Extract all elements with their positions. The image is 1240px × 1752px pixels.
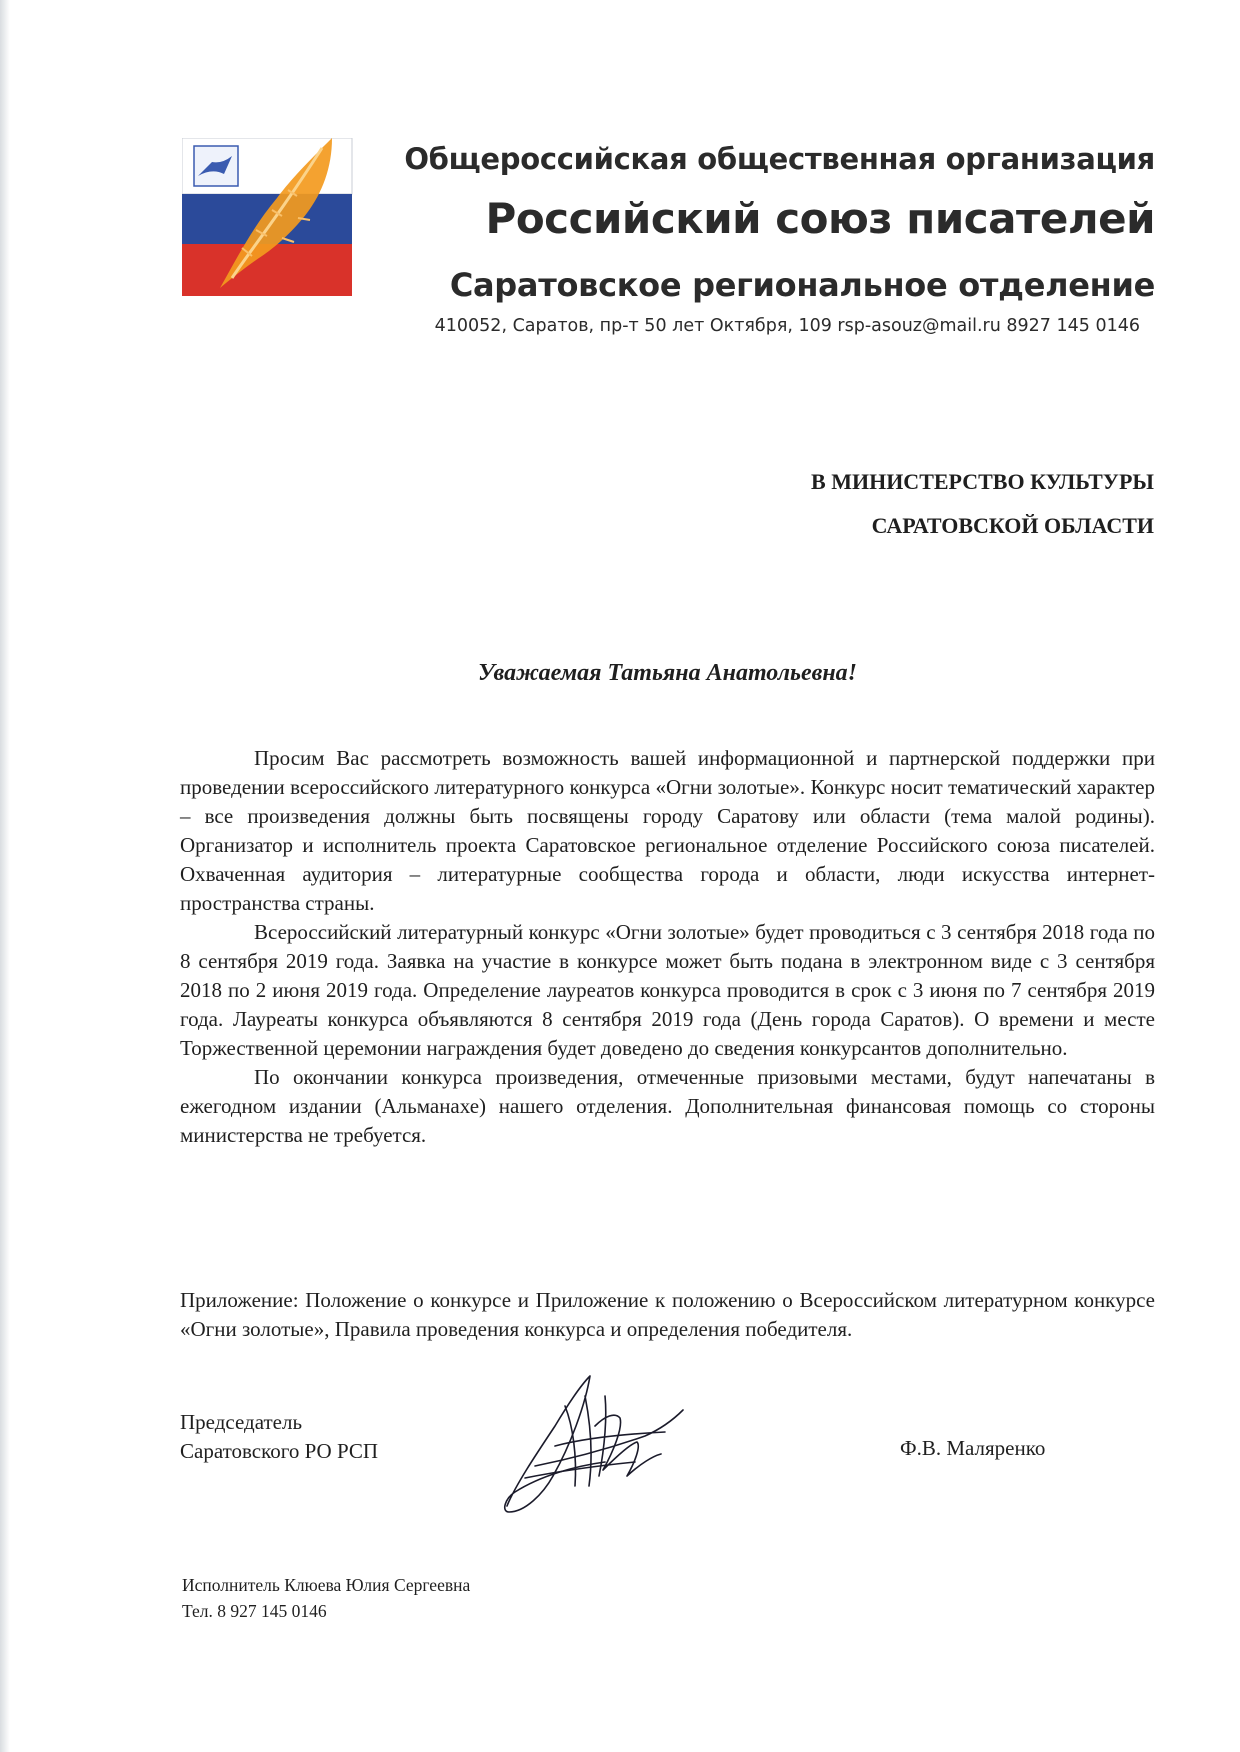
body-paragraph: Просим Вас рассмотреть возможность вашей информационной и партнерской поддержки при проведении всероссийского литературного конкурса «Огни золотые». Конкурс носит тематический характер – все произведения должны быть посвящены городу Саратову или области (тема малой родины). Организатор и исполнитель проекта Саратовское региональное отделение Российского союза писателей. Охваченная аудитория – литературные сообщества города и области, люди искусства интернет-пространства страны.	[180, 746, 1155, 915]
scan-edge	[0, 0, 10, 1752]
signer-name: Ф.В. Маляренко	[900, 1436, 1046, 1460]
body-paragraph: По окончании конкурса произведения, отмеченные призовыми местами, будут напечатаны в ежегодном издании (Альманахе) нашего отделения. Дополнительная финансовая помощь со стороны министерства не требуется.	[180, 1065, 1155, 1147]
appendix-note: Приложение: Положение о конкурсе и Приложение к положению о Всероссийском литературном конкурсе «Огни золотые», Правила проведения конкурса и определения победителя.	[180, 1288, 1155, 1341]
signer-title-line: Саратовского РО РСП	[180, 1439, 379, 1463]
executor-name: Исполнитель Клюева Юлия Сергеевна	[182, 1575, 471, 1595]
handwritten-signature	[495, 1366, 695, 1516]
organization-type: Общероссийская общественная организация	[404, 142, 1155, 176]
executor-phone: Тел. 8 927 145 0146	[182, 1601, 327, 1621]
greeting: Уважаемая Татьяна Анатольевна!	[477, 660, 858, 686]
executor-info	[182, 1572, 682, 1624]
addressee-block	[640, 460, 1154, 548]
signer-title	[180, 1408, 480, 1466]
letter-body	[180, 744, 1155, 1150]
regional-branch: Саратовское региональное отделение	[449, 266, 1155, 304]
body-paragraph: Всероссийский литературный конкурс «Огни золотые» будет проводиться с 3 сентября 2018 года по 8 сентября 2019 года. Заявка на участие в конкурсе может быть подана в электронном виде с 3 сентября 2018 по 2 июня 2019 года. Определение лауреатов конкурса проводится в срок с 3 июня по 7 сентября 2019 года. Лауреаты конкурса объявляются 8 сентября 2019 года (День города Саратов). О времени и месте Торжественной церемонии награждения будет доведено до сведения конкурсантов дополнительно.	[180, 920, 1155, 1060]
addressee-line: В МИНИСТЕРСТВО КУЛЬТУРЫ	[811, 469, 1154, 494]
signer-title-line: Председатель	[180, 1410, 303, 1434]
organization-name: Российский союз писателей	[485, 194, 1155, 243]
addressee-line: САРАТОВСКОЙ ОБЛАСТИ	[871, 513, 1154, 538]
quill-on-flag-logo-icon	[182, 138, 362, 298]
letterhead-address: 410052, Саратов, пр-т 50 лет Октября, 109 rsp-asouz@mail.ru 8927 145 0146	[434, 316, 1140, 336]
